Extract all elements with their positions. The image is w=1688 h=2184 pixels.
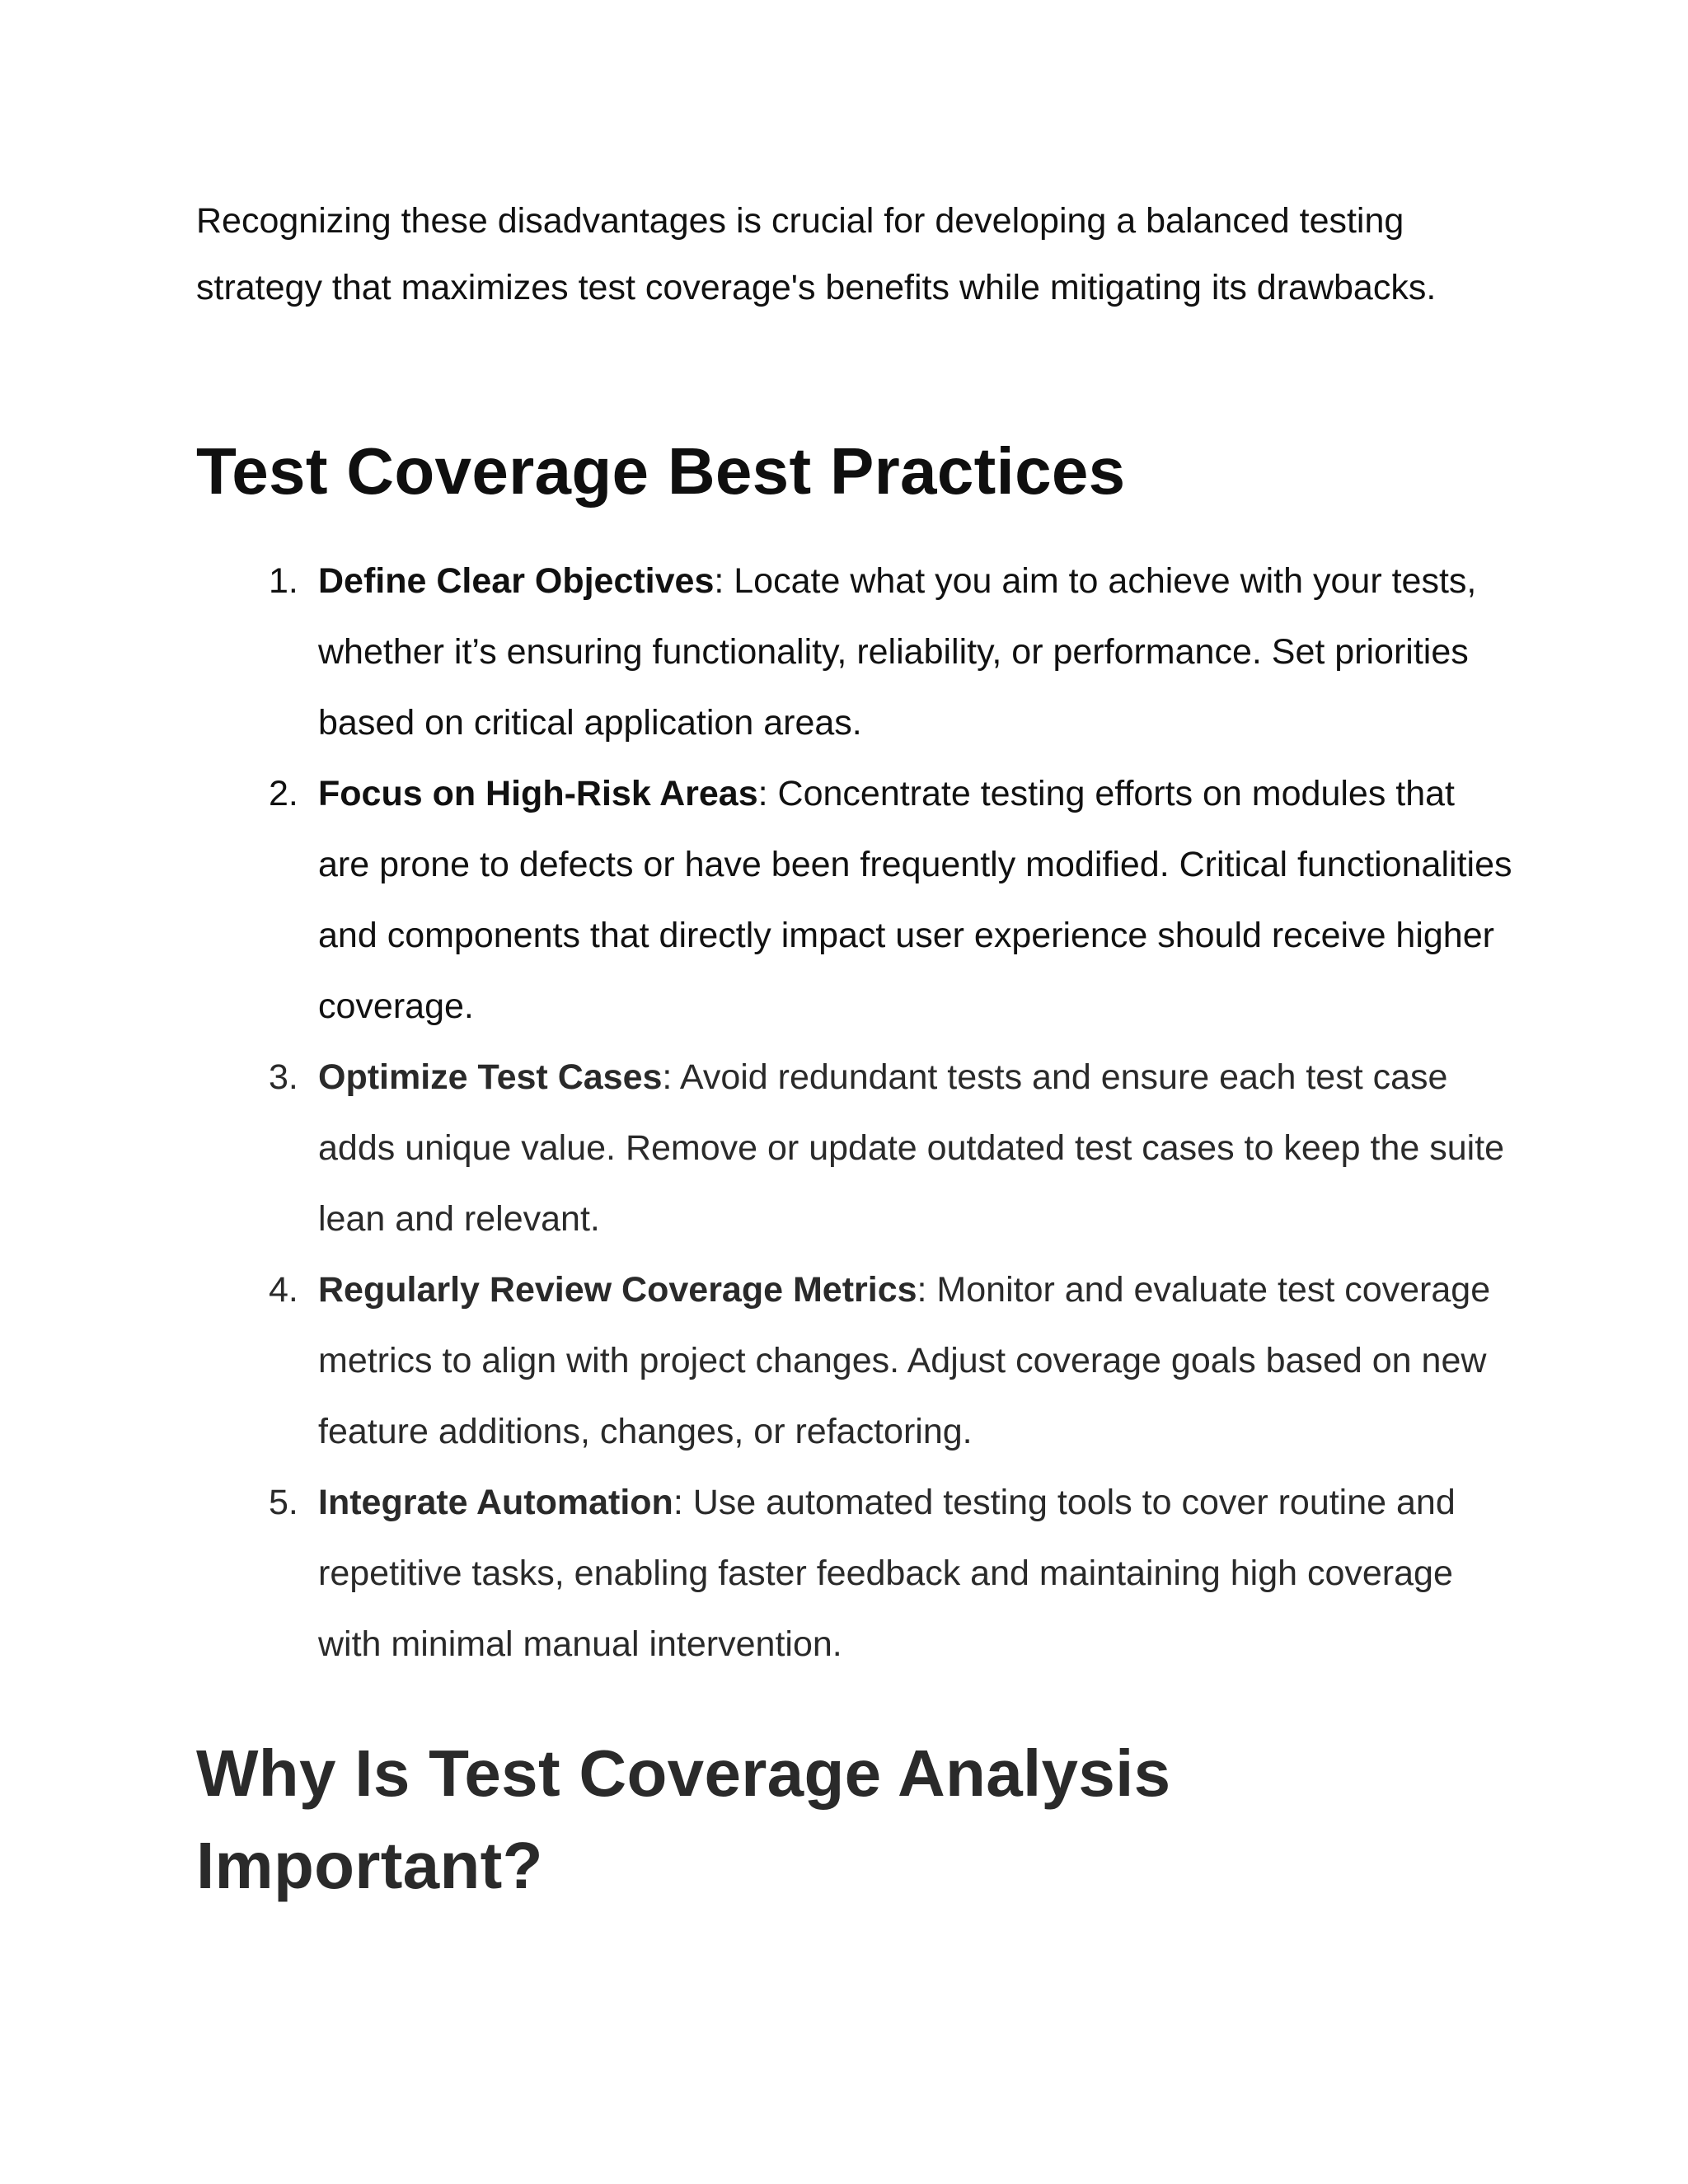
list-item bbox=[196, 1467, 1515, 1680]
list-item-text: : Monitor and evaluate test coverage metrics to align with project changes. Adjust coverage goals based on new feature additions, changes, or refactoring. bbox=[318, 1270, 1491, 1451]
list-item-text: : Locate what you aim to achieve with your tests, whether it’s ensuring functionality, reliability, or performance. Set priorities based on critical application areas. bbox=[318, 561, 1477, 743]
best-practices-heading: Test Coverage Best Practices bbox=[196, 434, 1126, 508]
list-item bbox=[196, 758, 1515, 1042]
list-item-number: 3. bbox=[269, 1057, 298, 1097]
why-important-heading: Why Is Test Coverage Analysis Important? bbox=[196, 1736, 1171, 1902]
list-item-number: 4. bbox=[269, 1270, 298, 1310]
list-item bbox=[196, 1042, 1515, 1254]
list-item-number: 5. bbox=[269, 1483, 298, 1522]
list-item-number: 2. bbox=[269, 774, 298, 813]
list-item-number: 1. bbox=[269, 561, 298, 601]
list-item-title: Optimize Test Cases bbox=[318, 1057, 663, 1097]
list-item-text: : Use automated testing tools to cover routine and repetitive tasks, enabling faster feedback and maintaining high coverage with minimal manual intervention. bbox=[318, 1483, 1456, 1664]
list-item bbox=[196, 1254, 1515, 1467]
intro-paragraph: Recognizing these disadvantages is crucial for developing a balanced testing strategy that maximizes test coverage's benefits while mitigating its drawbacks. bbox=[196, 201, 1437, 307]
list-item-text: : Concentrate testing efforts on modules that are prone to defects or have been frequently modified. Critical functionalities and components that directly impact user experience should receive higher coverage. bbox=[318, 774, 1512, 1026]
list-item-title: Integrate Automation bbox=[318, 1483, 673, 1522]
list-item-title: Regularly Review Coverage Metrics bbox=[318, 1270, 917, 1310]
list-item-title: Define Clear Objectives bbox=[318, 561, 715, 601]
list-item bbox=[196, 546, 1515, 758]
best-practices-list bbox=[196, 546, 1515, 1680]
list-item-text: : Avoid redundant tests and ensure each test case adds unique value. Remove or update outdated test cases to keep the suite lean and relevant. bbox=[318, 1057, 1505, 1239]
list-item-title: Focus on High-Risk Areas bbox=[318, 774, 758, 813]
